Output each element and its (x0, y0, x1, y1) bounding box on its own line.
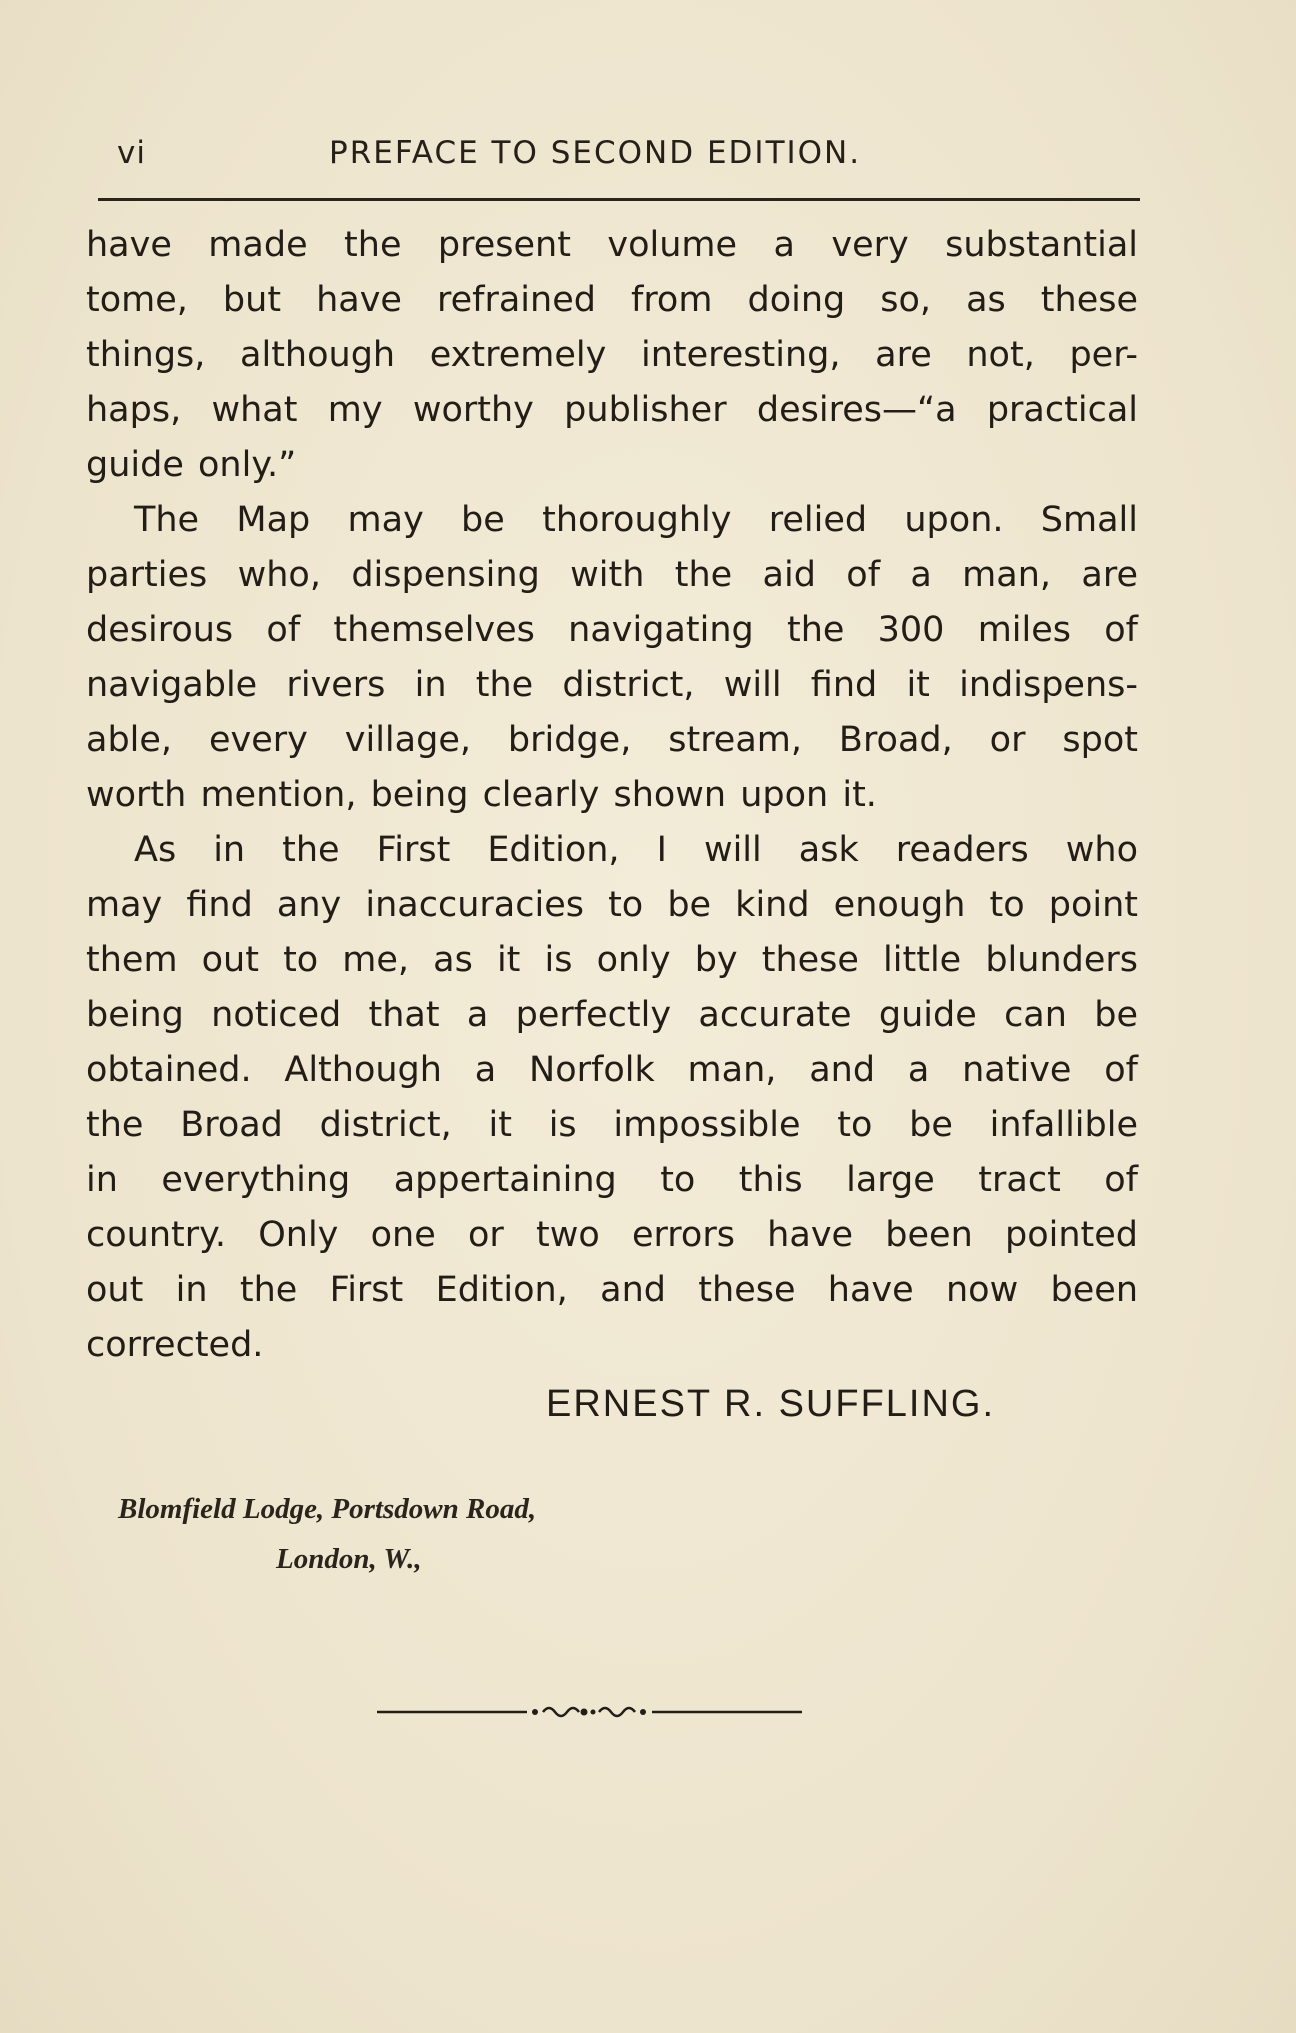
text-line: have made the present volume a very substantial (86, 225, 1138, 265)
paragraph-map (86, 493, 1138, 823)
text-line: As in the First Edition, I will ask readers who (134, 830, 1138, 870)
text-line: guide only.” (86, 445, 297, 485)
text-line: able, every village, bridge, stream, Broad, or spot (86, 720, 1138, 760)
running-title: PREFACE TO SECOND EDITION. (329, 135, 862, 171)
text-line: the Broad district, it is impossible to be infallible (86, 1105, 1138, 1145)
paragraph-continuation (86, 218, 1138, 493)
address-line-1: Blomfield Lodge, Portsdown Road, (118, 1493, 537, 1525)
author-signature: ERNEST R. SUFFLING. (546, 1383, 996, 1425)
preface-body (86, 218, 1138, 1373)
text-line: desirous of themselves navigating the 300 miles of (86, 610, 1138, 650)
text-line: The Map may be thoroughly relied upon. Small (134, 500, 1138, 540)
text-line: worth mention, being clearly shown upon it. (86, 775, 877, 815)
text-line: corrected. (86, 1325, 264, 1365)
text-line: haps, what my worthy publisher desires—“a practical (86, 390, 1138, 430)
page-number: vi (117, 135, 146, 171)
text-line: obtained. Although a Norfolk man, and a native of (86, 1050, 1138, 1090)
ornament-divider-icon (377, 1702, 802, 1722)
paragraph-errors (86, 823, 1138, 1373)
author-address (118, 1484, 536, 1584)
text-line: parties who, dispensing with the aid of a man, are (86, 555, 1138, 595)
text-line: may find any inaccuracies to be kind enough to point (86, 885, 1138, 925)
text-line: out in the First Edition, and these have now been (86, 1270, 1138, 1310)
text-line: tome, but have refrained from doing so, as these (86, 280, 1138, 320)
header-rule (98, 198, 1140, 201)
address-line-2: London, W., (276, 1543, 422, 1575)
text-line: things, although extremely interesting, are not, per- (86, 335, 1138, 375)
running-head (117, 135, 1137, 179)
text-line: being noticed that a perfectly accurate guide can be (86, 995, 1138, 1035)
text-line: in everything appertaining to this large tract of (86, 1160, 1138, 1200)
text-line: them out to me, as it is only by these little blunders (86, 940, 1138, 980)
text-line: navigable rivers in the district, will find it indispens- (86, 665, 1138, 705)
text-line: country. Only one or two errors have been pointed (86, 1215, 1138, 1255)
